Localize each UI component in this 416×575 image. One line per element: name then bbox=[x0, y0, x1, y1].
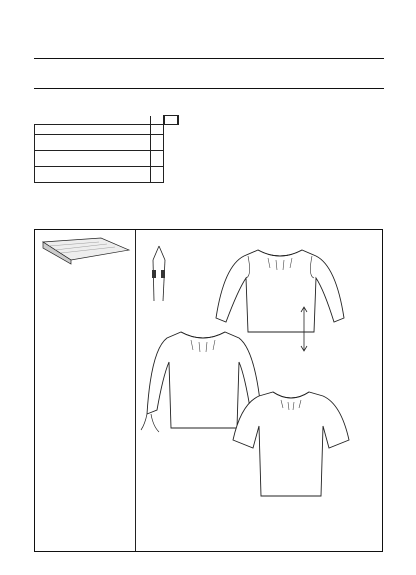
yardage-table bbox=[34, 115, 179, 183]
size-system bbox=[151, 125, 164, 135]
view-label bbox=[35, 151, 151, 167]
header-rule bbox=[34, 58, 384, 59]
fabric-swatch-icon bbox=[41, 236, 131, 266]
illustration-panel bbox=[34, 229, 383, 552]
table-row bbox=[35, 151, 179, 167]
length-arrow-icon bbox=[299, 306, 309, 352]
table-row bbox=[35, 167, 179, 183]
unit bbox=[151, 167, 164, 183]
view-label bbox=[35, 135, 151, 151]
table-row bbox=[35, 135, 179, 151]
section-rule bbox=[34, 88, 384, 89]
fabric-divider bbox=[135, 230, 136, 551]
view-c-shirt bbox=[231, 386, 351, 498]
unit bbox=[151, 135, 164, 151]
width-b-header bbox=[178, 116, 179, 125]
unit bbox=[151, 151, 164, 167]
size-header-label bbox=[35, 125, 151, 135]
cord-stopper-icon bbox=[149, 246, 169, 306]
view-label bbox=[35, 167, 151, 183]
view-a-shirt bbox=[210, 246, 350, 336]
